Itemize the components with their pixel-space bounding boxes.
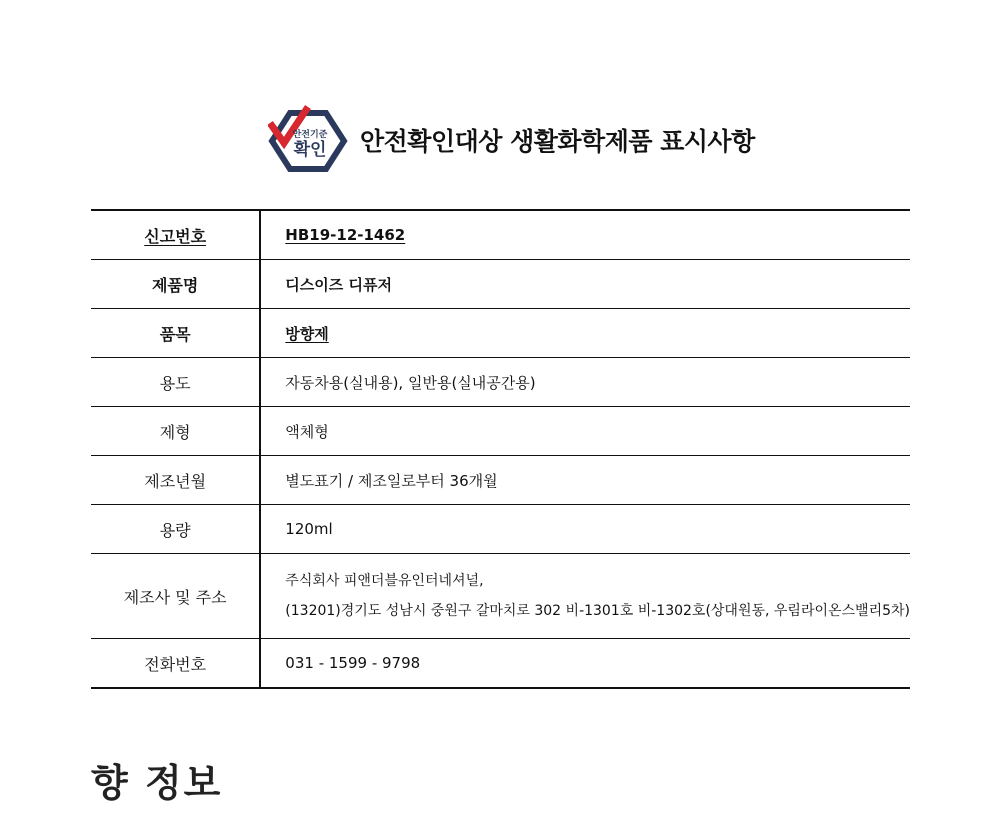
row-value: 별도표기 / 제조일로부터 36개월 [260,456,910,505]
table-row-product-name [91,260,910,309]
row-label: 품목 [91,309,260,358]
safety-check-logo-icon [268,105,348,175]
page-title: 안전확인대상 생활화학제품 표시사항 [360,127,755,156]
row-label: 전화번호 [91,639,260,689]
table-row-category [91,309,910,358]
row-value: 방향제 [260,309,910,358]
page-header [268,104,755,176]
row-value: 120ml [260,505,910,554]
row-label: 신고번호 [91,210,260,260]
logo-main-text: 확인 [293,140,327,160]
row-label: 제조년월 [91,456,260,505]
table-row-phone [91,639,910,689]
table-row-manufacturer-address [91,554,910,639]
table-row-formulation [91,407,910,456]
table-row-volume [91,505,910,554]
row-label: 용도 [91,358,260,407]
section-title-scent-info: 향 정보 [91,761,223,805]
table-row-usage [91,358,910,407]
row-label: 제형 [91,407,260,456]
manufacturer-address: (13201)경기도 성남시 중원구 갈마치로 302 비-1301호 비-1302호(상대원동, 우림라이온스밸리5차) [285,603,910,619]
logo-small-text: 안전기준 [292,130,328,140]
table-row-report-number [91,210,910,260]
row-value: 디스이즈 디퓨저 [260,260,910,309]
row-label: 용량 [91,505,260,554]
table-row-manufacture-date [91,456,910,505]
manufacturer-name: 주식회사 피앤더블유인터네셔널, [285,573,484,589]
product-label-table [91,209,910,689]
row-label: 제조사 및 주소 [91,554,260,639]
safety-check-logo [268,105,348,175]
row-value [260,554,910,639]
row-label: 제품명 [91,260,260,309]
row-value: 액체형 [260,407,910,456]
row-value: 자동차용(실내용), 일반용(실내공간용) [260,358,910,407]
row-value: 031 - 1599 - 9798 [260,639,910,689]
row-value: HB19-12-1462 [260,210,910,260]
